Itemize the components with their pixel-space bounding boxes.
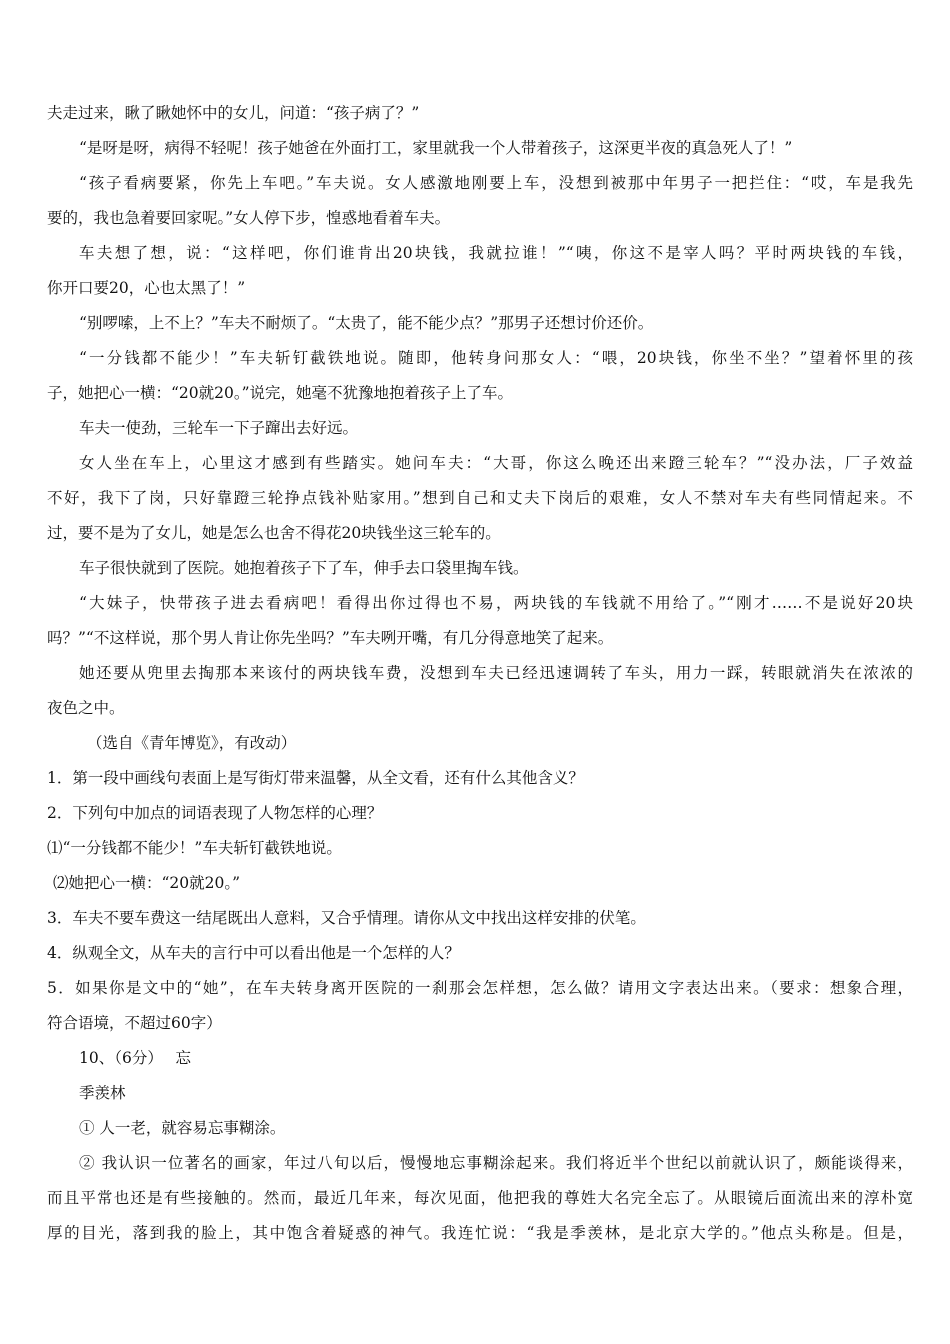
question-4: 4．纵观全文，从车夫的言行中可以看出他是一个怎样的人？: [47, 944, 460, 962]
story-line: 你开口要20，心也太黑了！”: [47, 279, 246, 297]
story-line: 吗？”“不这样说，那个男人肯让你先坐吗？”车夫咧开嘴，有几分得意地笑了起来。: [47, 629, 614, 647]
story-line: 车夫想了想，说：“这样吧，你们谁肯出20块钱，我就拉谁！”“咦，你这不是宰人吗？平时两块钱的车钱，: [79, 244, 913, 262]
story-line: “一分钱都不能少！”车夫斩钉截铁地说。随即，他转身问那女人：“喂，20块钱，你坐不坐？”望着怀里的孩: [79, 349, 913, 367]
question-2-item-1: ⑴“一分钱都不能少！”车夫斩钉截铁地说。: [47, 839, 342, 857]
story-line: 夜色之中。: [47, 699, 125, 717]
story-line: “是呀是呀，病得不轻呢！孩子她爸在外面打工，家里就我一个人带着孩子，这深更半夜的真急死人了！”: [79, 139, 793, 157]
section-10-paragraph-line: 厚的目光，落到我的脸上，其中饱含着疑惑的神气。我连忙说：“我是季羡林，是北京大学的。”他点头称是。但是，: [47, 1224, 913, 1242]
question-5-continued: 符合语境，不超过60字）: [47, 1014, 222, 1032]
question-3: 3．车夫不要车费这一结尾既出人意料，又合乎情理。请你从文中找出这样安排的伏笔。: [47, 909, 646, 927]
section-10-paragraph-1: ① 人一老，就容易忘事糊涂。: [79, 1119, 286, 1137]
story-line: 不好，我下了岗，只好靠蹬三轮挣点钱补贴家用。”想到自己和丈夫下岗后的艰难，女人不禁对车夫有些同情起来。不: [47, 489, 913, 507]
story-line: 车夫一使劲，三轮车一下子蹿出去好远。: [79, 419, 359, 437]
question-5: 5．如果你是文中的“她”，在车夫转身离开医院的一刹那会怎样想，怎么做？请用文字表达出来。（要求：想象合理，: [47, 979, 913, 997]
story-line: 车子很快就到了医院。她抱着孩子下了车，伸手去口袋里掏车钱。: [79, 559, 529, 577]
question-1: 1．第一段中画线句表面上是写街灯带来温馨，从全文看，还有什么其他含义？: [47, 769, 584, 787]
source-citation: （选自《青年博览》，有改动）: [87, 734, 297, 752]
section-10-paragraph-line: ② 我认识一位著名的画家，年过八旬以后，慢慢地忘事糊涂起来。我们将近半个世纪以前就认识了，颇能谈得来，: [79, 1154, 913, 1172]
section-10-paragraph-line: 而且平常也还是有些接触的。然而，最近几年来，每次见面，他把我的尊姓大名完全忘了。从眼镜后面流出来的淳朴宽: [47, 1189, 913, 1207]
question-2-item-2: ⑵她把心一横：“20就20。”: [53, 874, 241, 892]
section-10-header: 10、（6分） 忘: [79, 1049, 192, 1067]
question-2: 2．下列句中加点的词语表现了人物怎样的心理？: [47, 804, 383, 822]
story-line: 她还要从兜里去掏那本来该付的两块钱车费，没想到车夫已经迅速调转了车头，用力一踩，转眼就消失在浓浓的: [79, 664, 913, 682]
story-line: “大妹子，快带孩子进去看病吧！看得出你过得也不易，两块钱的车钱就不用给了。”“刚才……不是说好20块: [79, 594, 913, 612]
section-10-author: 季羡林: [79, 1084, 126, 1102]
story-line: “孩子看病要紧，你先上车吧。”车夫说。女人感激地刚要上车，没想到被那中年男子一把拦住：“哎，车是我先: [79, 174, 913, 192]
story-line: 女人坐在车上，心里这才感到有些踏实。她问车夫：“大哥，你这么晚还出来蹬三轮车？”“没办法，厂子效益: [79, 454, 913, 472]
story-line: 子，她把心一横：“20就20。”说完，她毫不犹豫地抱着孩子上了车。: [47, 384, 514, 402]
story-line: “别啰嗦，上不上？”车夫不耐烦了。“太贵了，能不能少点？”那男子还想讨价还价。: [79, 314, 654, 332]
story-line: 要的，我也急着要回家呢。”女人停下步，惶惑地看着车夫。: [47, 209, 451, 227]
document-page: [47, 96, 913, 1251]
story-line: 过，要不是为了女儿，她是怎么也舍不得花20块钱坐这三轮车的。: [47, 524, 501, 542]
story-line: 夫走过来，瞅了瞅她怀中的女儿，问道：“孩子病了？”: [47, 104, 420, 122]
